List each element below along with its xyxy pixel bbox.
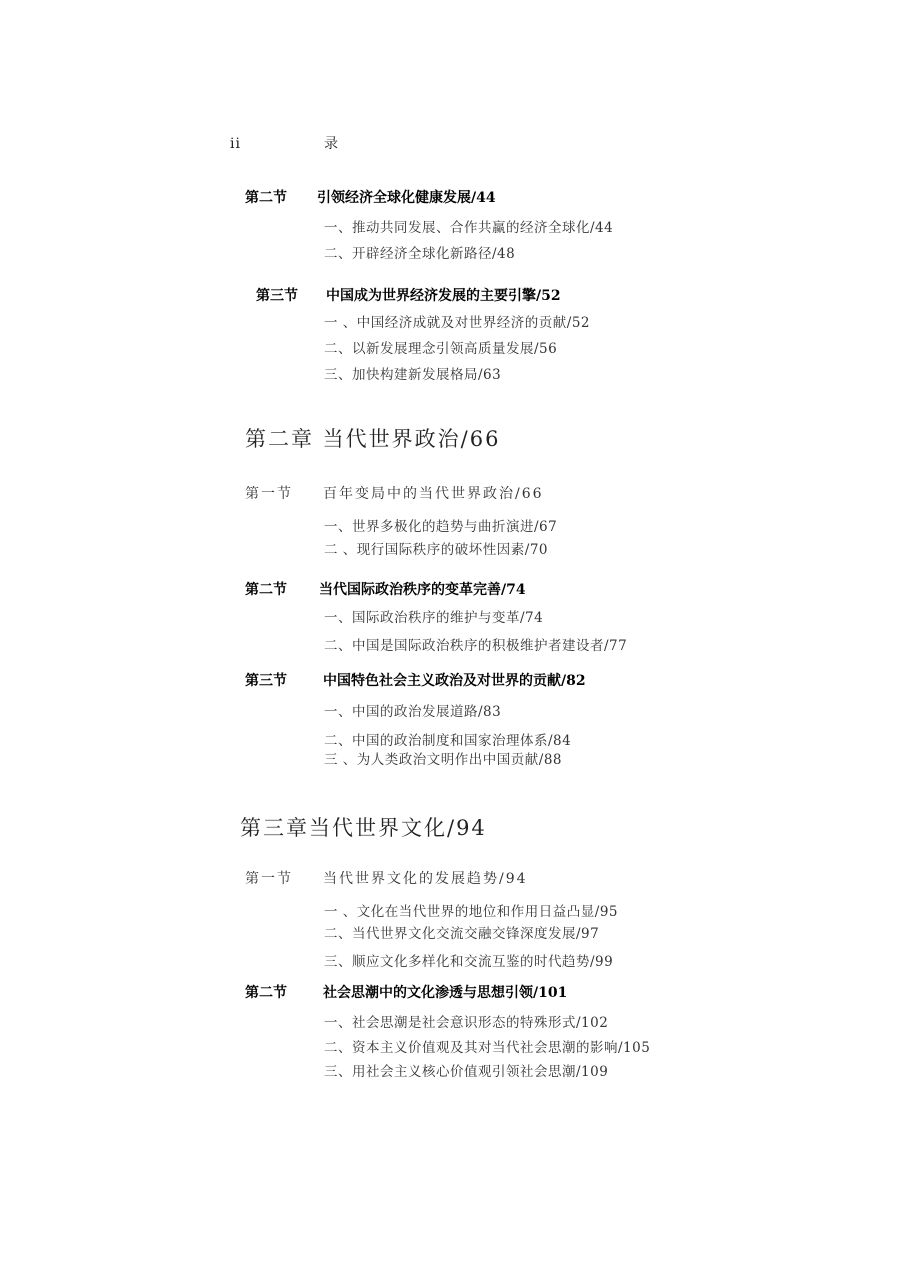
toc-section-title[interactable]: 当代世界文化的发展趋势/94 [323,871,528,887]
toc-item[interactable]: 三 、为人类政治文明作出中国贡献/88 [324,752,563,768]
toc-section-title[interactable]: 社会思潮中的文化渗透与思想引领/101 [323,985,568,1001]
toc-chapter-title[interactable]: 第三章当代世界文化/94 [240,816,487,840]
toc-item[interactable]: 一、中国的政治发展道路/83 [324,704,502,720]
toc-item[interactable]: 二、中国是国际政治秩序的积极维护者建设者/77 [324,638,628,654]
toc-item[interactable]: 二、资本主义价值观及其对当代社会思潮的影响/105 [324,1040,651,1056]
toc-item[interactable]: 二、中国的政治制度和国家治理体系/84 [324,733,572,749]
toc-section-title[interactable]: 中国成为世界经济发展的主要引擎/52 [326,288,561,304]
toc-section-label: 第三节 [245,673,287,689]
toc-section-label: 第二节 [245,582,287,598]
toc-section-label: 第一节 [245,871,293,887]
toc-section-title[interactable]: 引领经济全球化健康发展/44 [317,190,496,206]
toc-item[interactable]: 一 、中国经济成就及对世界经济的贡献/52 [324,315,591,331]
toc-section-label: 第一节 [245,486,293,502]
toc-section-label: 第三节 [256,288,298,304]
toc-item[interactable]: 一、推动共同发展、合作共赢的经济全球化/44 [324,220,614,236]
toc-item[interactable]: 二、开辟经济全球化新路径/48 [324,246,516,262]
toc-section-title[interactable]: 当代国际政治秩序的变革完善/74 [319,582,526,598]
toc-item[interactable]: 三、用社会主义核心价值观引领社会思潮/109 [324,1064,609,1080]
toc-item[interactable]: 三、顺应文化多样化和交流互鉴的时代趋势/99 [324,954,614,970]
running-header-title: 录 [324,136,338,152]
toc-item[interactable]: 一、社会思潮是社会意识形态的特殊形式/102 [324,1015,609,1031]
toc-chapter-title[interactable]: 第二章 当代世界政治/66 [245,427,501,451]
toc-item[interactable]: 一、世界多极化的趋势与曲折演进/67 [324,519,558,535]
toc-section-label: 第二节 [245,190,287,206]
page-number: ii [230,136,241,152]
toc-item[interactable]: 一 、文化在当代世界的地位和作用日益凸显/95 [324,904,619,920]
toc-item[interactable]: 二、以新发展理念引领高质量发展/56 [324,341,558,357]
toc-item[interactable]: 一、国际政治秩序的维护与变革/74 [324,610,544,626]
toc-section-label: 第二节 [245,985,287,1001]
toc-item[interactable]: 二、当代世界文化交流交融交锋深度发展/97 [324,926,600,942]
toc-section-title[interactable]: 中国特色社会主义政治及对世界的贡献/82 [323,673,586,689]
toc-item[interactable]: 三、加快构建新发展格局/63 [324,367,502,383]
toc-item[interactable]: 二 、现行国际秩序的破坏性因素/70 [324,542,549,558]
toc-section-title[interactable]: 百年变局中的当代世界政治/66 [323,486,544,502]
